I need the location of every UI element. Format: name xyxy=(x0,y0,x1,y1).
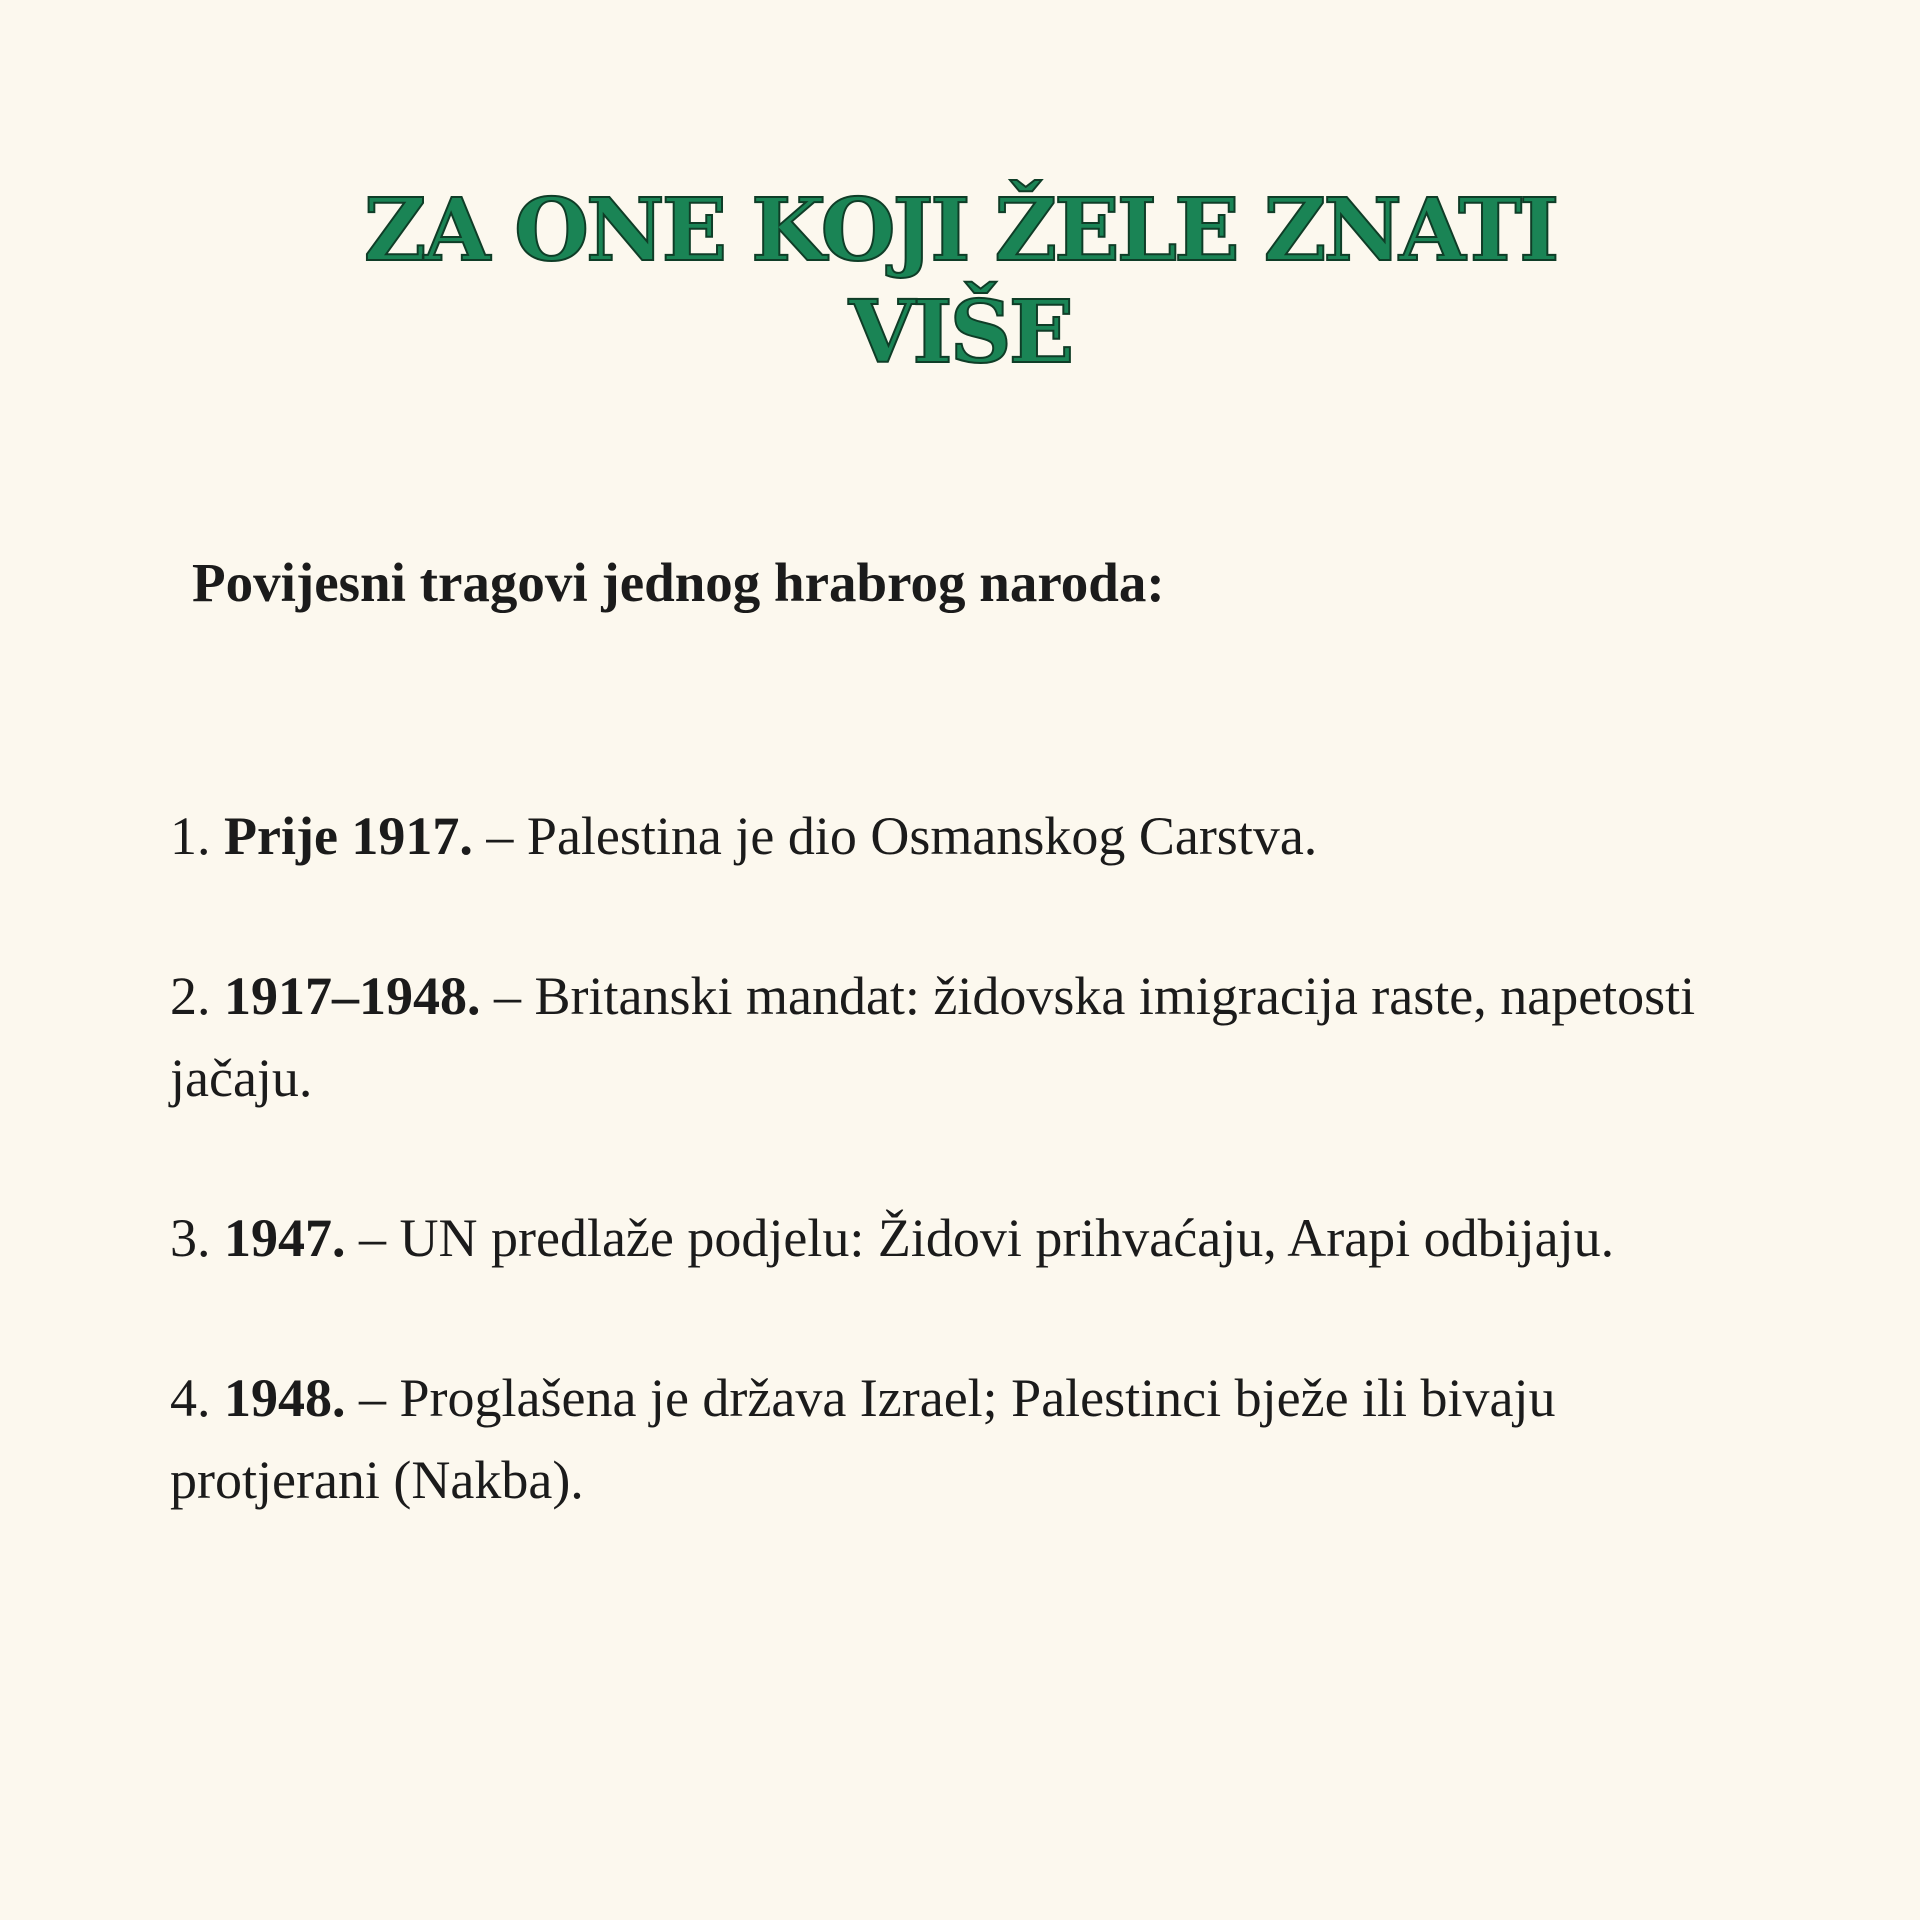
timeline-item-date: 1917–1948. xyxy=(224,966,481,1026)
timeline-item xyxy=(170,1197,1750,1279)
timeline-item-number: 3. xyxy=(170,1208,211,1268)
timeline-item-text: – Proglašena je država Izrael; Palestinci bježe ili bivaju protjerani (Nakba). xyxy=(170,1368,1556,1510)
timeline-item-number: 2. xyxy=(170,966,211,1026)
page-title xyxy=(0,180,1920,384)
timeline-list xyxy=(170,795,1750,1599)
timeline-item xyxy=(170,955,1750,1119)
page-title-line-2: VIŠE xyxy=(848,282,1072,383)
timeline-item-number: 4. xyxy=(170,1368,211,1428)
timeline-item-text: – Britanski mandat: židovska imigracija raste, napetosti jačaju. xyxy=(170,966,1696,1108)
timeline-item-date: 1947. xyxy=(224,1208,346,1268)
timeline-item-date: 1948. xyxy=(224,1368,346,1428)
timeline-item xyxy=(170,1357,1750,1521)
section-subtitle: Povijesni tragovi jednog hrabrog naroda: xyxy=(192,552,1165,613)
page-title-line-1: ZA ONE KOJI ŽELE ZNATI xyxy=(363,180,1557,281)
timeline-item xyxy=(170,795,1750,877)
timeline-item-number: 1. xyxy=(170,806,211,866)
timeline-item-text: – UN predlaže podjelu: Židovi prihvaćaju, Arapi odbijaju. xyxy=(359,1208,1615,1268)
timeline-item-text: – Palestina je dio Osmanskog Carstva. xyxy=(486,806,1318,866)
timeline-item-date: Prije 1917. xyxy=(224,806,473,866)
